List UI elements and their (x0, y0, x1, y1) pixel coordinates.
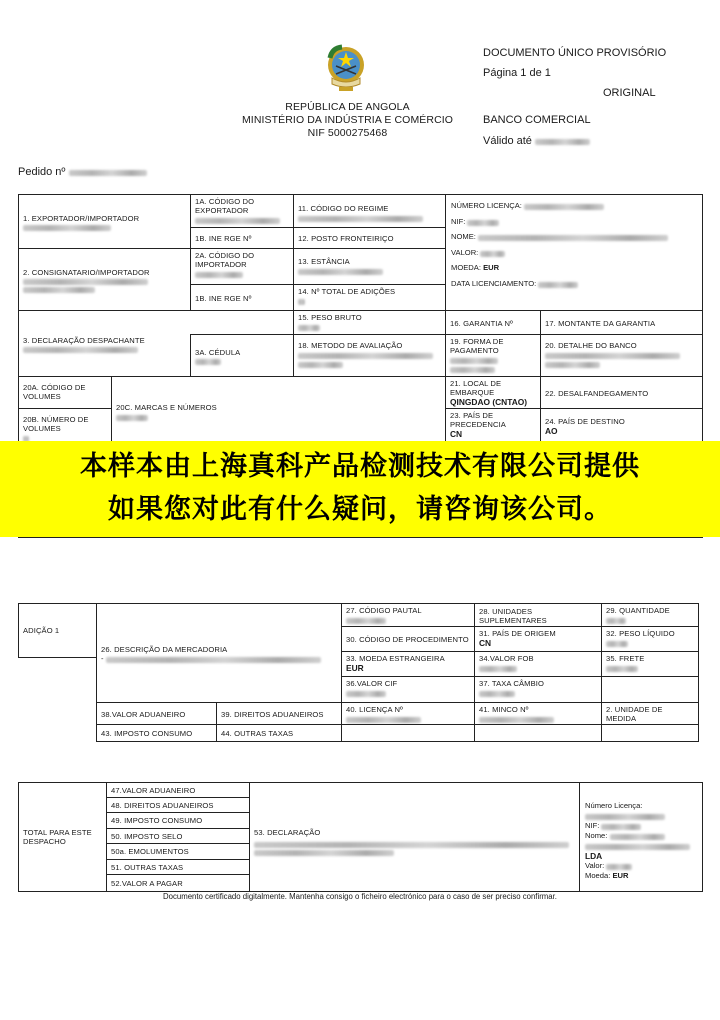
field-32-label: 32. PESO LÍQUIDO (606, 629, 675, 638)
redacted-value (195, 359, 221, 365)
license-date (451, 276, 697, 292)
field-28-label: 28. UNIDADES SUPLEMENTARES (479, 606, 547, 625)
field-33-foreign-currency (341, 651, 476, 678)
license-date-label: DATA LICENCIAMENTO: (451, 278, 537, 288)
field-22-clearance (540, 376, 703, 410)
field-3a-cedula (190, 334, 295, 378)
order-number-label: Pedido nº (18, 166, 66, 178)
field-34-label: 34.VALOR FOB (479, 654, 534, 663)
field-11-label: 11. CÓDIGO DO REGIME (298, 204, 389, 213)
angola-coat-of-arms-icon (322, 44, 370, 94)
field-26-label: 26. DESCRIÇÃO DA MERCADORIA (101, 644, 228, 654)
field-2b-ine-rge (190, 284, 295, 312)
field-38-label: 38.VALOR ADUANEIRO (101, 709, 186, 719)
redacted-value (606, 666, 638, 672)
field-26-prefix: - (101, 653, 104, 663)
field-3-label: 3. DECLARAÇÃO DESPACHANTE (23, 335, 145, 345)
order-number (18, 166, 147, 178)
watermark-banner (0, 441, 720, 537)
license-number-label: NÚMERO LICENÇA: (451, 201, 522, 210)
license-value-label: VALOR: (451, 247, 479, 257)
field-29-label: 29. QUANTIDADE (606, 606, 670, 615)
redacted-value (479, 717, 554, 723)
redacted-value (478, 235, 668, 241)
footer-certification-note: Documento certificado digitalmente. Mantenha consigo o ficheiro electrónico para o caso de ser preciso confirmar. (163, 892, 557, 901)
field-14-total-additions (293, 284, 447, 312)
field-35-label: 35. FRETE (606, 654, 645, 663)
page-indicator: Página 1 de 1 (483, 67, 551, 79)
valid-until (483, 135, 713, 148)
field-26-goods-description (96, 603, 343, 704)
redacted-value (23, 287, 95, 293)
field-2-consignee (18, 248, 192, 312)
license-value (451, 245, 697, 261)
field-44-other-taxes (216, 724, 343, 742)
redacted-value (23, 347, 138, 353)
field-20a-volume-code (18, 376, 113, 410)
redacted-value (346, 691, 386, 697)
field-19-label: 19. FORMA DE PAGAMENTO (450, 337, 504, 355)
country-name: REPÚBLICA DE ANGOLA (285, 101, 410, 113)
redacted-value (606, 641, 628, 647)
bank-name: BANCO COMERCIAL (483, 114, 591, 126)
totals-license-currency-label: Moeda: (585, 871, 611, 880)
redacted-value (254, 850, 394, 856)
license-currency-label: MOEDA: (451, 263, 481, 272)
redacted-value (346, 618, 386, 624)
redacted-value (23, 225, 111, 231)
field-2a-importer-code (190, 248, 295, 286)
license-name (451, 229, 697, 245)
field-24-value: AO (545, 426, 558, 436)
field-15-label: 15. PESO BRUTO (298, 313, 362, 322)
redacted-value (606, 618, 626, 624)
redacted-value (467, 220, 499, 226)
field-31-origin-country (474, 626, 603, 653)
field-40-label: 40. LICENÇA Nº (346, 705, 403, 714)
field-16-label: 16. GARANTIA Nº (450, 318, 513, 328)
field-20c-label: 20C. MARCAS E NÚMEROS (116, 403, 217, 412)
field-1a-label: 1A. CÓDIGO DO EXPORTADOR (195, 197, 255, 215)
addition-title (18, 603, 98, 658)
field-53-label: 53. DECLARAÇÃO (254, 828, 321, 837)
redacted-value (585, 814, 665, 820)
redacted-value (106, 657, 321, 663)
document-title: DOCUMENTO ÚNICO PROVISÓRIO (483, 47, 667, 59)
total-row-label: 50. IMPOSTO SELO (111, 832, 183, 841)
redacted-value (298, 269, 383, 275)
license-name-label: NOME: (451, 232, 476, 241)
redacted-order-number (69, 170, 147, 176)
field-38-customs-value (96, 702, 218, 726)
redacted-value (545, 362, 600, 368)
field-12-border-post (293, 227, 447, 250)
field-44-label: 44. OUTRAS TAXAS (221, 728, 294, 738)
redacted-value (23, 279, 148, 285)
field-30-procedure-code (341, 626, 476, 653)
redacted-value (195, 218, 280, 224)
field-2-label: 2. CONSIGNATARIO/IMPORTADOR (23, 267, 150, 277)
redacted-value (298, 216, 423, 222)
field-16-guarantee-number (445, 310, 542, 336)
totals-license-currency-value: EUR (612, 871, 629, 880)
license-number (451, 198, 697, 214)
totals-license-name-label: Nome: (585, 831, 608, 840)
totals-license-currency (585, 871, 698, 881)
redacted-value (116, 415, 148, 421)
field-13-station (293, 248, 447, 286)
field-39-label: 39. DIREITOS ADUANEIROS (221, 709, 324, 719)
redacted-value (298, 325, 320, 331)
field-27-label: 27. CÓDIGO PAUTAL (346, 606, 422, 615)
field-21-value: QINGDAO (CNTAO) (450, 397, 528, 407)
field-17-guarantee-amount (540, 310, 703, 336)
redacted-valid-date (535, 139, 590, 145)
field-23-value: CN (450, 429, 463, 439)
field-28-supplementary-units (474, 603, 603, 628)
field-34-fob-value (474, 651, 603, 678)
field-1a-exporter-code (190, 194, 295, 229)
field-11-regime-code (293, 194, 447, 229)
field-53-declaration (249, 782, 581, 892)
redacted-value (610, 834, 665, 840)
redacted-value (450, 367, 495, 373)
total-row-label: 47.VALOR ADUANEIRO (111, 786, 196, 795)
field-41-minco-number (474, 702, 603, 726)
license-nif-label: NIF: (451, 216, 466, 226)
field-1b-label: 1B. INE RGE Nº (195, 234, 252, 243)
redacted-value (298, 299, 305, 305)
redacted-value (298, 362, 343, 368)
field-39-customs-duties (216, 702, 343, 726)
redacted-value (479, 691, 515, 697)
total-row-label: 52.VALOR A PAGAR (111, 878, 183, 888)
total-row-label: 49. IMPOSTO CONSUMO (111, 816, 203, 825)
field-2-unit-of-measure (601, 702, 699, 726)
totals-title-label: TOTAL PARA ESTE DESPACHO (23, 828, 92, 846)
field-20-label: 20. DETALHE DO BANCO (545, 341, 637, 350)
field-3a-label: 3A. CÉDULA (195, 347, 241, 357)
coat-of-arms-emblem (322, 44, 370, 94)
field-20b-label: 20B. NÚMERO DE VOLUMES (23, 415, 89, 433)
field-20-bank-details (540, 334, 703, 378)
totals-license-value-label: Valor: (585, 861, 605, 870)
field-31-value: CN (479, 638, 492, 648)
redacted-value (585, 844, 690, 850)
field-37-label: 37. TAXA CÂMBIO (479, 679, 544, 688)
total-row-49 (106, 812, 251, 829)
totals-license-nif-label: NIF: (585, 821, 600, 830)
field-21-loading-place (445, 376, 542, 410)
totals-license-value (585, 861, 698, 871)
totals-license-name (585, 831, 698, 841)
field-1-exporter (18, 194, 192, 250)
field-33-value: EUR (346, 663, 364, 673)
valid-until-label: Válido até (483, 135, 532, 147)
empty-cell (601, 676, 699, 704)
empty-cell (601, 724, 699, 742)
redacted-value (480, 251, 505, 257)
total-row-50a (106, 843, 251, 860)
field-18-valuation-method (293, 334, 447, 378)
redacted-value (545, 353, 680, 359)
field-23-label: 23. PAÍS DE PRECEDENCIA (450, 411, 506, 429)
field-15-gross-weight (293, 310, 447, 336)
ministry-nif: NIF 5000275468 (307, 127, 388, 139)
field-41-label: 41. MINCO Nº (479, 705, 529, 714)
field-14-label: 14. Nº TOTAL DE ADIÇÕES (298, 287, 396, 296)
empty-cell (474, 724, 603, 742)
addition-title-label: ADIÇÃO 1 (23, 626, 60, 635)
redacted-value (346, 717, 421, 723)
total-row-label: 51. OUTRAS TAXAS (111, 863, 184, 872)
license-currency-value: EUR (483, 263, 500, 272)
totals-title (18, 782, 108, 892)
redacted-value (254, 842, 569, 848)
field-36-cif-value (341, 676, 476, 704)
field-2b-label: 1B. INE RGE Nº (195, 293, 252, 303)
field-32-net-weight (601, 626, 699, 653)
totals-license-block (579, 782, 703, 892)
field-37-exchange-rate (474, 676, 603, 704)
field-43-label: 43. IMPOSTO CONSUMO (101, 728, 193, 738)
copy-type: ORIGINAL (603, 87, 656, 99)
redacted-value (450, 358, 498, 364)
total-row-52 (106, 874, 251, 892)
field-35-freight (601, 651, 699, 678)
redacted-value (601, 824, 641, 830)
field-30-label: 30. CÓDIGO DE PROCEDIMENTO (346, 635, 469, 644)
field-1b-ine-rge (190, 227, 295, 250)
field-43-consumption-tax (96, 724, 218, 742)
totals-license-lda: LDA (585, 851, 603, 861)
field-27-tariff-code (341, 603, 476, 628)
redacted-value (538, 282, 578, 288)
banner-line-2: 如果您对此有什么疑问，请咨询该公司。 (108, 494, 612, 525)
banner-line-1: 本样本由上海真科产品检测技术有限公司提供 (80, 451, 640, 482)
field-17-label: 17. MONTANTE DA GARANTIA (545, 318, 656, 328)
field-18-label: 18. METODO DE AVALIAÇÃO (298, 341, 403, 350)
empty-cell (341, 724, 476, 742)
total-row-label: 50a. EMOLUMENTOS (111, 847, 189, 856)
field-19-payment-method (445, 334, 542, 378)
field-2u-label: 2. UNIDADE DE MEDIDA (606, 705, 663, 723)
totals-license-number-label: Número Licença: (585, 801, 643, 810)
redacted-value (479, 666, 517, 672)
field-33-label: 33. MOEDA ESTRANGEIRA (346, 654, 445, 663)
redacted-value (298, 353, 433, 359)
field-13-label: 13. ESTÂNCIA (298, 257, 350, 266)
total-row-label: 48. DIREITOS ADUANEIROS (111, 801, 214, 810)
field-29-quantity (601, 603, 699, 628)
field-12-label: 12. POSTO FRONTEIRIÇO (298, 234, 394, 243)
redacted-value (195, 272, 243, 278)
license-currency (451, 260, 697, 276)
field-31-label: 31. PAÍS DE ORIGEM (479, 629, 556, 638)
license-info-block (445, 194, 703, 312)
redacted-value (524, 204, 604, 210)
field-26-value (101, 654, 338, 663)
ministry-name: MINISTÉRIO DA INDÚSTRIA E COMÉRCIO (241, 114, 454, 126)
field-20a-label: 20A. CÓDIGO DE VOLUMES (23, 383, 86, 401)
field-21-label: 21. LOCAL DE EMBARQUE (450, 379, 502, 397)
field-1-label: 1. EXPORTADOR/IMPORTADOR (23, 213, 140, 223)
totals-license-nif (585, 821, 698, 831)
field-22-label: 22. DESALFANDEGAMENTO (545, 388, 649, 398)
field-2a-label: 2A. CÓDIGO DO IMPORTADOR (195, 251, 255, 269)
field-36-label: 36.VALOR CIF (346, 679, 398, 688)
redacted-value (606, 864, 632, 870)
license-nif (451, 214, 697, 230)
field-40-license-number (341, 702, 476, 726)
field-24-label: 24. PAÍS DE DESTINO (545, 417, 625, 426)
